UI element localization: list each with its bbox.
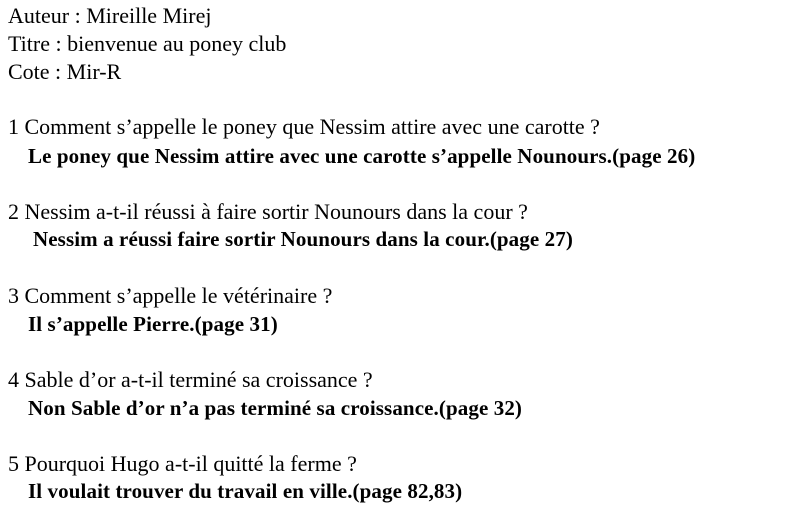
- answer-4: Non Sable d’or n’a pas terminé sa croissance.(page 32): [28, 396, 523, 420]
- author-line: Auteur : Mireille Mirej: [8, 3, 212, 28]
- answer-1: Le poney que Nessim attire avec une carotte s’appelle Nounours.(page 26): [28, 144, 696, 168]
- title-line: Titre : bienvenue au poney club: [8, 31, 287, 56]
- answer-3: Il s’appelle Pierre.(page 31): [28, 312, 278, 336]
- cote-line: Cote : Mir-R: [8, 59, 122, 84]
- answer-5: Il voulait trouver du travail en ville.(page 82,83): [28, 479, 463, 503]
- question-3: 3 Comment s’appelle le vétérinaire ?: [8, 283, 333, 308]
- answer-2: Nessim a réussi faire sortir Nounours dans la cour.(page 27): [33, 227, 573, 251]
- question-4: 4 Sable d’or a-t-il terminé sa croissance ?: [8, 367, 373, 392]
- question-5: 5 Pourquoi Hugo a-t-il quitté la ferme ?: [8, 451, 357, 476]
- question-1: 1 Comment s’appelle le poney que Nessim attire avec une carotte ?: [8, 114, 600, 139]
- question-2: 2 Nessim a-t-il réussi à faire sortir Nounours dans la cour ?: [8, 199, 528, 224]
